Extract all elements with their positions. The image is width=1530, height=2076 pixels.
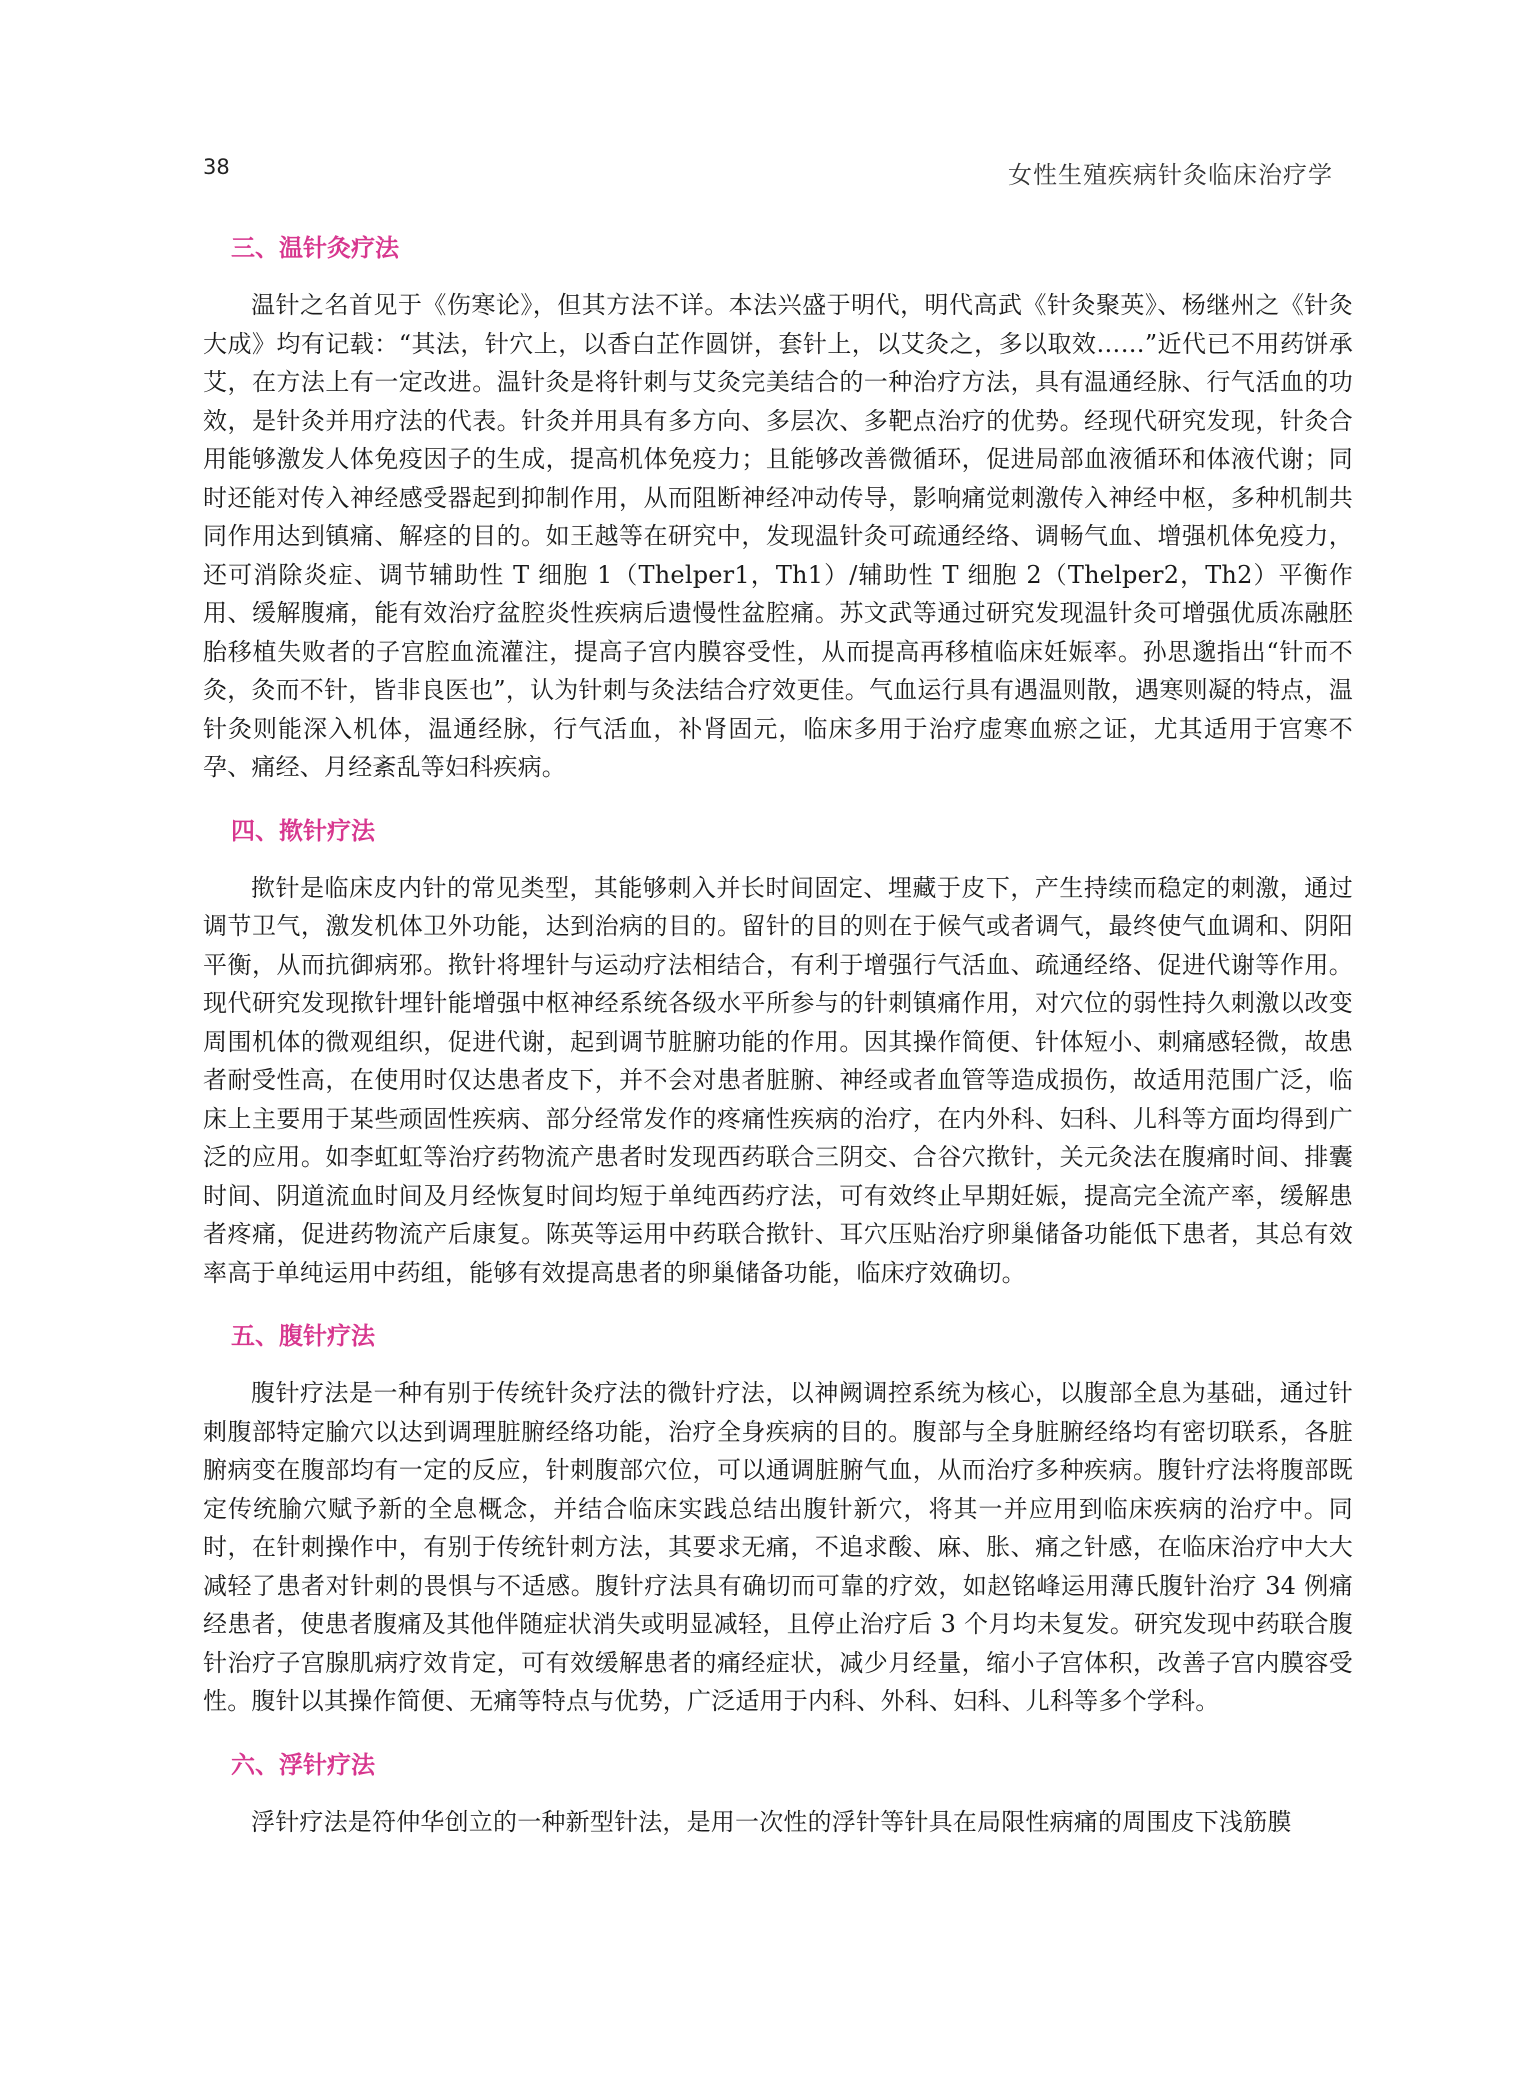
page-header: [203, 155, 1333, 195]
paragraph: 浮针疗法是符仲华创立的一种新型针法，是用一次性的浮针等针具在局限性病痛的周围皮下浅筋膜: [251, 1807, 1292, 1836]
paragraph: 腹针疗法是一种有别于传统针灸疗法的微针疗法，以神阙调控系统为核心，以腹部全息为基础，通过针刺腹部特定腧穴以达到调理脏腑经络功能，治疗全身疾病的目的。腹部与全身脏腑经络均有密切联系，各脏腑病变在腹部均有一定的反应，针刺腹部穴位，可以通调脏腑气血，从而治疗多种疾病。腹针疗法将腹部既定传统腧穴赋予新的全息概念，并结合临床实践总结出腹针新穴，将其一并应用到临床疾病的治疗中。同时，在针刺操作中，有别于传统针刺方法，其要求无痛，不追求酸、麻、胀、痛之针感，在临床治疗中大大减轻了患者对针刺的畏惧与不适感。腹针疗法具有确切而可靠的疗效，如赵铭峰运用薄氏腹针治疗 34 例痛经患者，使患者腹痛及其他伴随症状消失或明显减轻，且停止治疗后 3 个月均未复发。研究发现中药联合腹针治疗子宫腺肌病疗效肯定，可有效缓解患者的痛经症状，减少月经量，缩小子宫体积，改善子宫内膜容受性。腹针以其操作简便、无痛等特点与优势，广泛适用于内科、外科、妇科、儿科等多个学科。: [203, 1379, 1353, 1715]
book-title: 女性生殖疾病针灸临床治疗学: [1008, 161, 1333, 189]
section-heading-qinzhen: 四、揿针疗法: [231, 816, 375, 845]
section-heading-fuzhen: 五、腹针疗法: [231, 1322, 375, 1350]
page-content: [203, 228, 1353, 1865]
paragraph: 温针之名首见于《伤寒论》，但其方法不详。本法兴盛于明代，明代高武《针灸聚英》、杨继州之《针灸大成》均有记载：“其法，针穴上，以香白芷作圆饼，套针上，以艾灸之，多以取效……”近代已不用药饼承艾，在方法上有一定改进。温针灸是将针刺与艾灸完美结合的一种治疗方法，具有温通经脉、行气活血的功效，是针灸并用疗法的代表。针灸并用具有多方向、多层次、多靶点治疗的优势。经现代研究发现，针灸合用能够激发人体免疫因子的生成，提高机体免疫力；且能够改善微循环，促进局部血液循环和体液代谢；同时还能对传入神经感受器起到抑制作用，从而阻断神经冲动传导，影响痛觉刺激传入神经中枢，多种机制共同作用达到镇痛、解痉的目的。如王越等在研究中，发现温针灸可疏通经络、调畅气血、增强机体免疫力，还可消除炎症、调节辅助性 T 细胞 1（Thelper1，Th1）/辅助性 T 细胞 2（Thelper2，Th2）平衡作用、缓解腹痛，能有效治疗盆腔炎性疾病后遗慢性盆腔痛。苏文武等通过研究发现温针灸可增强优质冻融胚胎移植失败者的子宫腔血流灌注，提高子宫内膜容受性，从而提高再移植临床妊娠率。孙思邈指出“针而不灸，灸而不针，皆非良医也”，认为针刺与灸法结合疗效更佳。气血运行具有遇温则散，遇寒则凝的特点，温针灸则能深入机体，温通经脉，行气活血，补肾固元，临床多用于治疗虚寒血瘀之证，尤其适用于宫寒不孕、痛经、月经紊乱等妇科疾病。: [203, 291, 1353, 781]
page-number: 38: [203, 155, 230, 179]
section-heading-wenzhenjiu: 三、温针灸疗法: [231, 234, 399, 262]
paragraph: 揿针是临床皮内针的常见类型，其能够刺入并长时间固定、埋藏于皮下，产生持续而稳定的刺激，通过调节卫气，激发机体卫外功能，达到治病的目的。留针的目的则在于候气或者调气，最终使气血调和、阴阳平衡，从而抗御病邪。揿针将埋针与运动疗法相结合，有利于增强行气活血、疏通经络、促进代谢等作用。现代研究发现揿针埋针能增强中枢神经系统各级水平所参与的针刺镇痛作用，对穴位的弱性持久刺激以改变周围机体的微观组织，促进代谢，起到调节脏腑功能的作用。因其操作简便、针体短小、刺痛感轻微，故患者耐受性高，在使用时仅达患者皮下，并不会对患者脏腑、神经或者血管等造成损伤，故适用范围广泛，临床上主要用于某些顽固性疾病、部分经常发作的疼痛性疾病的治疗，在内外科、妇科、儿科等方面均得到广泛的应用。如李虹虹等治疗药物流产患者时发现西药联合三阴交、合谷穴揿针，关元灸法在腹痛时间、排囊时间、阴道流血时间及月经恢复时间均短于单纯西药疗法，可有效终止早期妊娠，提高完全流产率，缓解患者疼痛，促进药物流产后康复。陈英等运用中药联合揿针、耳穴压贴治疗卵巢储备功能低下患者，其总有效率高于单纯运用中药组，能够有效提高患者的卵巢储备功能，临床疗效确切。: [203, 873, 1353, 1287]
section-heading-fuzhen-floating: 六、浮针疗法: [231, 1750, 375, 1779]
